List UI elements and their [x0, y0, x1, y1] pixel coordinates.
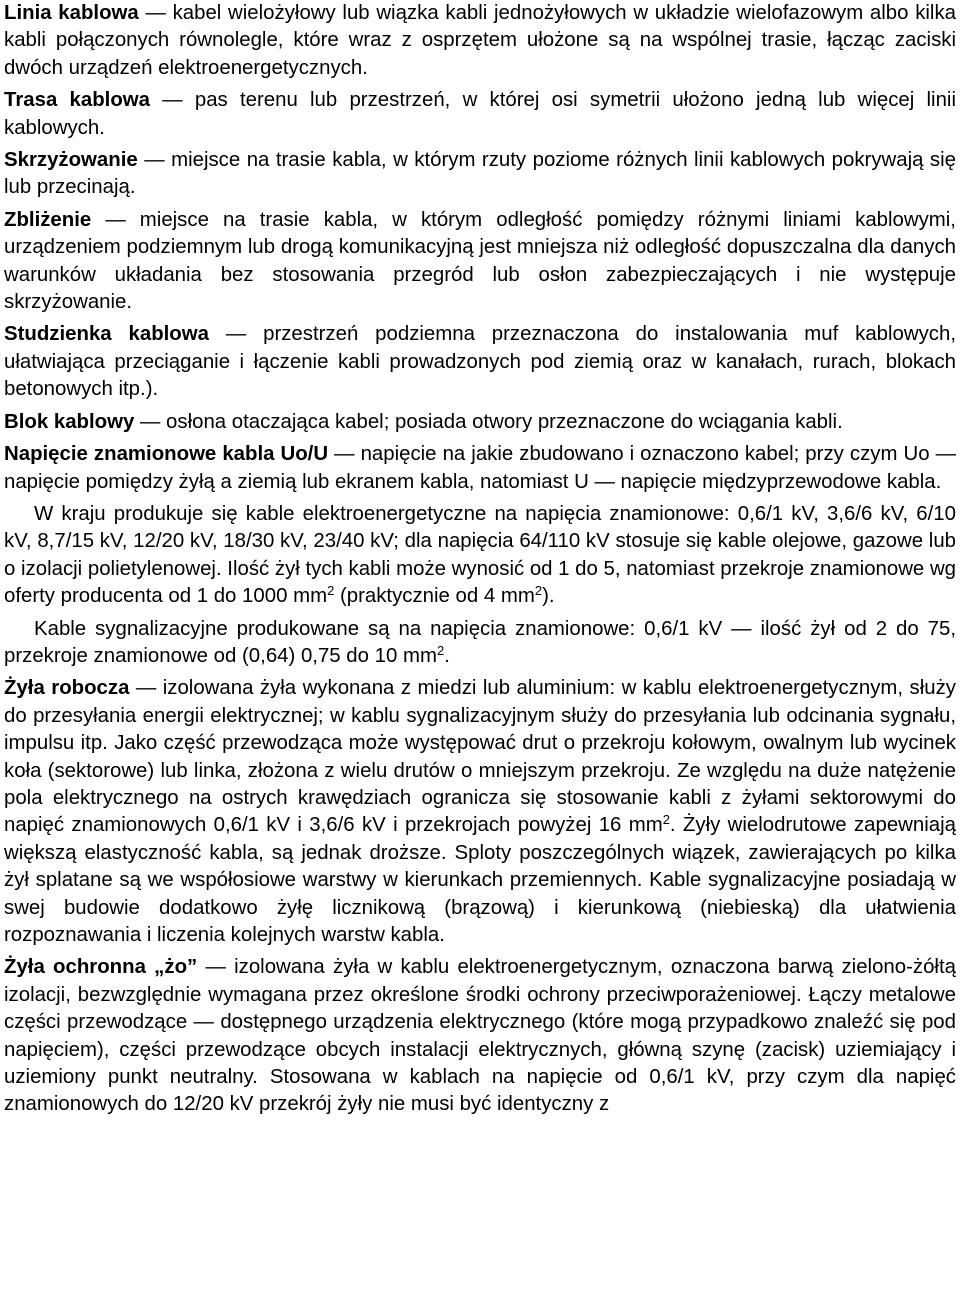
definition-napiecie-znamionowe — [4, 441, 956, 496]
definition-text: miejsce na trasie kabla, w którym rzuty poziome różnych linii kablowych pokrywają się lub przecinają. — [4, 149, 956, 199]
em-dash: — — [134, 410, 167, 433]
superscript: 2 — [436, 642, 445, 658]
definition-text: . Żyły wielodrutowe zapewniają większą elastyczność kabla, są jednak droższe. Sploty poszczególnych wiązek, zawierających po kilka żył splatane są we współosiowe warstwy w kierunkach przemiennych. Kable sygnalizacyjne posiadają w swej budowie dodatkowo żyłę licznikową (brązową) i kierunkową (niebieską) dla ułatwienia rozpoznawania i liczenia kolejnych warstw kabla. — [4, 814, 956, 946]
em-dash: — — [208, 323, 264, 346]
definition-term: Studzienka kablowa — [4, 323, 209, 346]
definition-blok-kablowy — [4, 409, 956, 436]
definition-text: izolowana żyła w kablu elektroenergetycznym, oznaczona barwą zielono-żółtą izolacji, bezwzględnie wymagana przez określone środki ochrony przeciwporażeniowej. Łączy metalowe części przewodzące — dostępnego urządzenia elektrycznego (które mogą przypadkowo znaleźć się pod napięciem), części przewodzące obcych instalacji elektrycznych, główną szynę (zacisk) uziemiający i uziemiony punkt neutralny. Stosowana w kablach na napięcie od 0,6/1 kV, przy czym dla napięć znamionowych do 12/20 kV przekrój żyły nie musi być identyczny z — [4, 956, 956, 1116]
superscript: 2 — [662, 812, 670, 828]
definition-skrzyzowanie — [4, 147, 956, 202]
definition-text: pas terenu lub przestrzeń, w której osi symetrii ułożono jedną lub więcej linii kablowych. — [4, 89, 956, 139]
definition-text: przestrzeń podziemna przeznaczona do instalowania muf kablowych, ułatwiająca przeciąganie i łączenie kabli prowadzonych pod ziemią oraz w kanałach, rurach, blokach betonowych itp.). — [4, 323, 956, 401]
em-dash: — — [328, 443, 361, 466]
em-dash: — — [91, 208, 140, 231]
definition-text: napięcie na jakie zbudowano i oznaczono kabel; przy czym Uo — napięcie pomiędzy żyłą a ziemią lub ekranem kabla, natomiast U — napięcie międzyprzewodowe kabla. — [4, 443, 956, 493]
em-dash: — — [197, 956, 235, 979]
paragraph-text: Kable sygnalizacyjne produkowane są na napięcia znamionowe: 0,6/1 kV — ilość żył od 2 do 75, przekroje znamionowe od (0,64) 0,75 do 10 mm — [4, 617, 956, 667]
definition-term: Napięcie znamionowe kabla Uo/U — [4, 443, 329, 466]
paragraph-text: ). — [542, 585, 555, 608]
definition-term: Linia kablowa — [4, 2, 139, 24]
definition-term: Skrzyżowanie — [4, 149, 138, 172]
definition-term: Żyła robocza — [4, 677, 130, 700]
paragraph-text: W kraju produkuje się kable elektroenergetyczne na napięcia znamionowe: 0,6/1 kV, 3,6/6 kV, 6/10 kV, 8,7/15 kV, 12/20 kV, 18/30 kV, 23/40 kV; dla napięcia 64/110 kV stosuje się kable olejowe, gazowe lub o izolacji polietylenowej. Ilość żył tych kabli może wynosić od 1 do 5, natomiast przekroje znamionowe wg oferty producenta od 1 do 1000 mm — [4, 502, 957, 608]
definition-zyla-ochronna — [4, 954, 956, 1118]
paragraph-voltages — [4, 501, 956, 611]
em-dash: — — [129, 677, 163, 700]
definition-zblizenie — [4, 207, 956, 317]
em-dash: — — [138, 2, 173, 24]
definition-text: osłona otaczająca kabel; posiada otwory przeznaczone do wciągania kabli. — [166, 410, 843, 433]
definition-term: Żyła ochronna „żo” — [4, 956, 198, 979]
paragraph-text: . — [444, 644, 450, 667]
em-dash: — — [149, 89, 195, 112]
definition-term: Trasa kablowa — [4, 89, 150, 112]
definition-studzienka-kablowa — [4, 321, 956, 403]
paragraph-signal-cables — [4, 616, 956, 671]
superscript: 2 — [327, 582, 335, 598]
em-dash: — — [137, 149, 172, 172]
definition-text: miejsce na trasie kabla, w którym odległość pomiędzy różnymi liniami kablowymi, urządzeniem podziemnym lub drogą komunikacyjną jest mniejsza niż odległość dopuszczalna dla danych warunków układania bez stosowania przegród lub osłon zabezpieczających i nie występuje skrzyżowanie. — [4, 208, 956, 314]
definition-text: kabel wielożyłowy lub wiązka kabli jednożyłowych w układzie wielofazowym albo kilka kabli połączonych równolegle, które wraz z osprzętem ułożone są na wspólnej trasie, łącząc zaciski dwóch urządzeń elektroenergetycznych. — [4, 2, 956, 79]
paragraph-text: (praktycznie od 4 mm — [334, 585, 535, 608]
definition-term: Blok kablowy — [4, 410, 135, 433]
superscript: 2 — [534, 582, 543, 598]
definition-zyla-robocza — [4, 675, 956, 949]
definition-text: izolowana żyła wykonana z miedzi lub aluminium: w kablu elektroenergetycznym, służy do przesyłania energii elektrycznej; w kablu sygnalizacyjnym służy do przesyłania lub odcinania sygnału, impulsu itp. Jako część przewodząca może występować drut o przekroju kołowym, owalnym lub wycinek koła (sektorowe) lub linka, złożona z wielu drutów o mniejszym przekroju. Ze względu na duże natężenie pola elektrycznego na ostrych krawędziach ogranicza się stosowanie kabli z żyłami sektorowymi do napięć znamionowych 0,6/1 kV i 3,6/6 kV i przekrojach powyżej 16 mm — [4, 677, 956, 837]
definition-trasa-kablowa — [4, 87, 956, 142]
definition-linia-kablowa — [4, 0, 956, 82]
definition-term: Zbliżenie — [4, 208, 92, 231]
